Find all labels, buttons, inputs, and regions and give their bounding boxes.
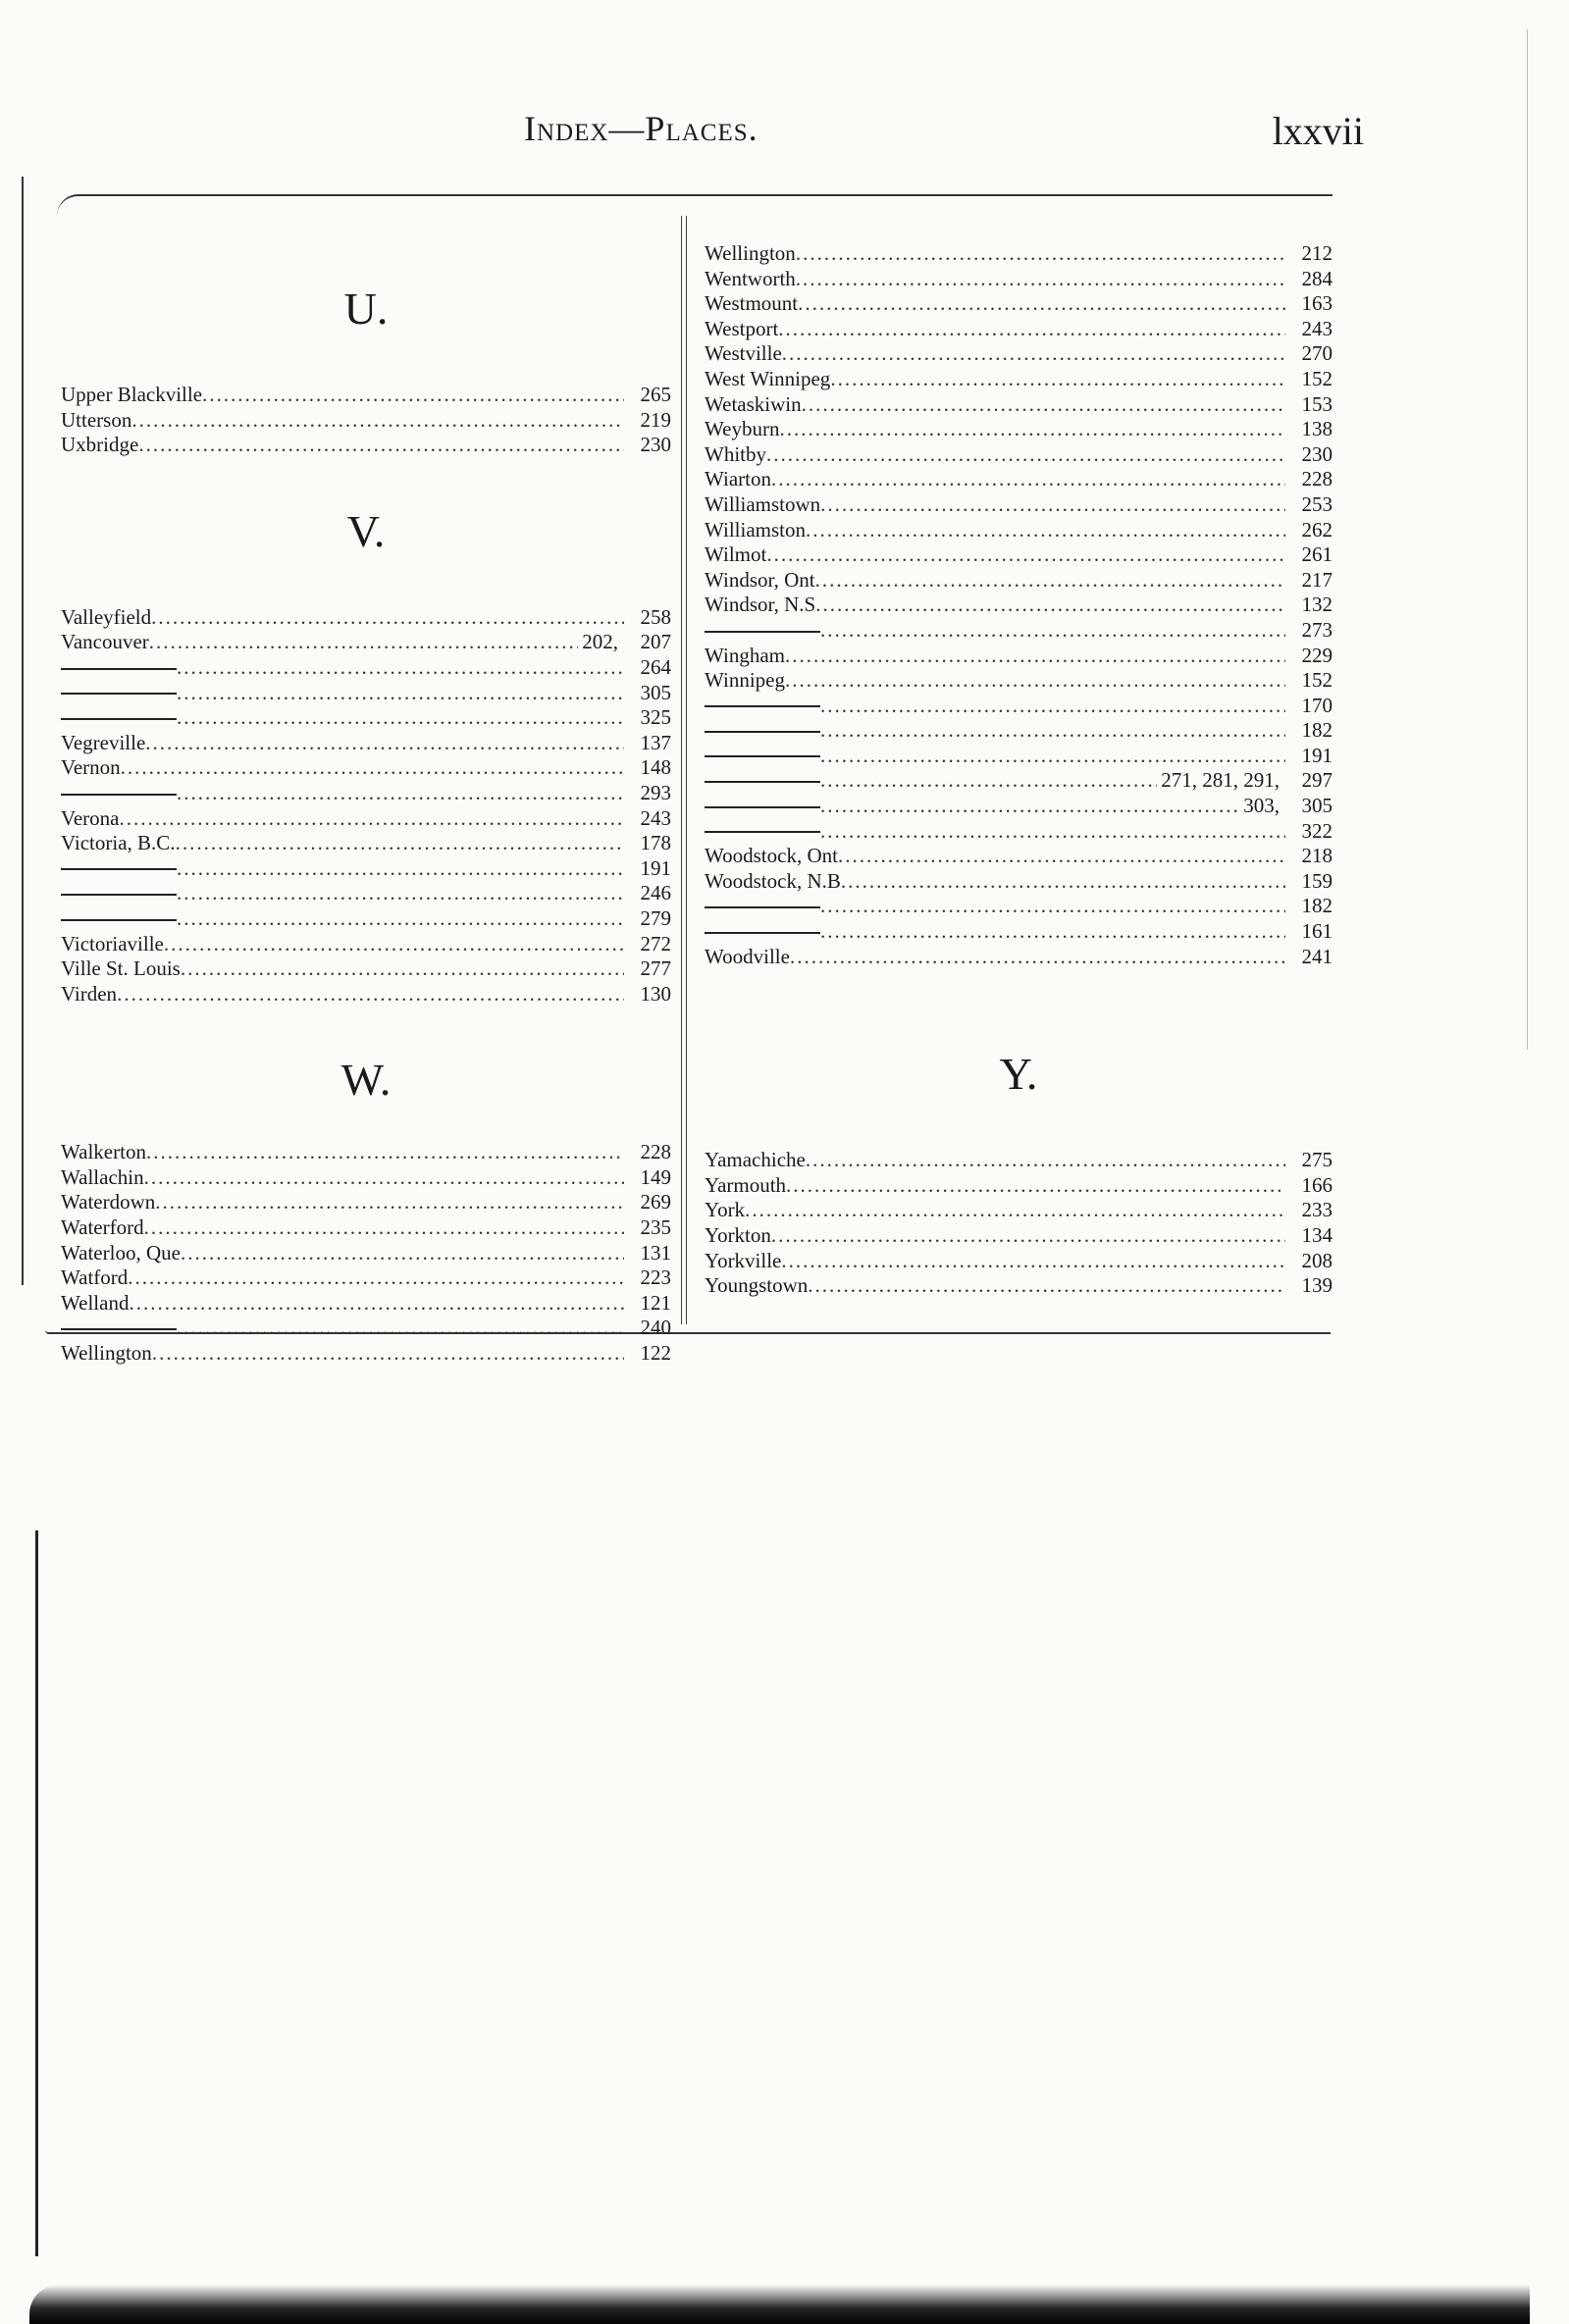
index-entry [705, 568, 1333, 594]
entry-page-number: 243 [640, 805, 671, 830]
entry-place-name: Youngstown [705, 1273, 809, 1298]
entry-page-number: 240 [640, 1316, 671, 1340]
dot-leader [144, 1165, 624, 1191]
ditto-dash [61, 718, 177, 720]
index-entry [61, 383, 671, 408]
entry-place-name: Woodville [705, 944, 790, 968]
index-entry [705, 744, 1333, 769]
entry-page-number: 163 [1301, 291, 1333, 316]
index-entry [61, 731, 671, 756]
scan-bottom-shadow [29, 2285, 1530, 2324]
ditto-dash [61, 919, 177, 921]
entry-place-name: Verona [61, 805, 120, 830]
section-v-entries [61, 605, 671, 1007]
index-entry [705, 1249, 1333, 1274]
dot-leader [155, 1190, 624, 1215]
ditto-dash [705, 781, 820, 783]
index-entry [705, 392, 1333, 418]
entry-place-name: Utterson [61, 407, 132, 432]
entry-place-name: York [705, 1198, 746, 1222]
section-letter-v: V. [346, 505, 386, 556]
dot-leader [838, 844, 1285, 869]
index-entry [705, 467, 1333, 492]
entry-page-number: 178 [640, 831, 671, 855]
index-entry [705, 718, 1333, 744]
dot-leader [128, 1265, 624, 1291]
dot-leader [830, 367, 1285, 392]
index-entry [705, 341, 1333, 367]
entry-page-number: 149 [640, 1164, 671, 1189]
entry-page-number: 297 [1301, 768, 1333, 793]
index-entry [61, 956, 671, 982]
ditto-dash [705, 806, 820, 808]
index-entry [705, 317, 1333, 342]
page-title: Index—Places. [524, 109, 758, 148]
entry-page-number: 305 [1301, 794, 1333, 818]
dot-leader [149, 630, 578, 655]
index-entry [705, 794, 1333, 819]
entry-place-name: Victoria, B.C. [61, 831, 176, 855]
entry-page-number: 293 [640, 780, 671, 804]
entry-place-name: Weyburn [705, 417, 780, 441]
entry-page-number: 228 [640, 1140, 671, 1164]
entry-place-name: Welland [61, 1290, 130, 1315]
dot-leader [781, 1249, 1285, 1274]
dot-leader [820, 618, 1285, 644]
entry-place-name: Waterford [61, 1215, 144, 1240]
entry-place-name: Yorkton [705, 1223, 771, 1247]
index-entry [705, 768, 1333, 794]
entry-page-number: 261 [1301, 542, 1333, 567]
dot-leader [771, 1223, 1285, 1249]
entry-page-number: 233 [1301, 1198, 1333, 1222]
entry-page-number: 161 [1301, 919, 1333, 944]
entry-page-number: 130 [640, 981, 671, 1006]
ditto-dash [61, 668, 177, 670]
index-entry [61, 856, 671, 882]
dot-leader [177, 781, 624, 806]
entry-place-name: Williamstown [705, 491, 821, 516]
entry-page-number: 159 [1301, 868, 1333, 893]
dot-leader [820, 894, 1285, 919]
entry-place-name: Wallachin [61, 1164, 144, 1189]
entry-page-number: 277 [640, 956, 671, 981]
index-entry [705, 417, 1333, 442]
top-border-rule [57, 194, 1333, 216]
ditto-dash [61, 693, 177, 695]
entry-place-name: Williamston [705, 517, 806, 542]
ditto-dash [61, 868, 177, 870]
index-entry [705, 1273, 1333, 1299]
entry-page-number: 230 [640, 433, 671, 457]
dot-leader [152, 1341, 624, 1367]
entry-place-name: Wellington [61, 1341, 152, 1366]
entry-page-number: 170 [1301, 693, 1333, 717]
index-entry [61, 982, 671, 1007]
column-divider [681, 216, 687, 1324]
dot-leader [806, 1148, 1285, 1173]
dot-leader [151, 605, 624, 631]
entry-page-number: 258 [640, 604, 671, 629]
dot-leader [785, 668, 1285, 694]
entry-page-number: 132 [1301, 593, 1333, 617]
index-entry [705, 542, 1333, 568]
index-entry [61, 906, 671, 932]
index-entry [61, 1316, 671, 1341]
index-entry [61, 655, 671, 681]
entry-place-name: Wiarton [705, 467, 771, 491]
dot-leader [808, 1273, 1285, 1299]
ditto-dash [705, 631, 820, 633]
entry-page-number: 191 [640, 855, 671, 880]
index-entry [61, 705, 671, 731]
dot-leader [121, 755, 624, 781]
dot-leader [820, 919, 1285, 945]
dot-leader [138, 433, 624, 458]
entry-page-number: 262 [1301, 517, 1333, 542]
index-entry [61, 605, 671, 631]
index-entry [61, 433, 671, 458]
dot-leader [820, 794, 1239, 819]
index-entry [61, 1190, 671, 1215]
index-entry [705, 869, 1333, 895]
dot-leader [766, 542, 1285, 568]
dot-leader [820, 744, 1285, 769]
entry-page-number: 182 [1301, 894, 1333, 918]
index-entry [705, 267, 1333, 292]
entry-page-number: 235 [640, 1215, 671, 1240]
dot-leader [176, 831, 624, 856]
entry-page-number: 284 [1301, 266, 1333, 290]
entry-page-number: 264 [640, 654, 671, 679]
entry-place-name: Victoriaville [61, 931, 164, 955]
entry-page-number: 246 [640, 881, 671, 905]
entry-page-number: 223 [640, 1265, 671, 1290]
index-entry [61, 881, 671, 906]
dot-leader [790, 945, 1285, 970]
dot-leader [145, 731, 624, 756]
dot-leader [202, 383, 624, 408]
dot-leader [177, 1316, 624, 1341]
entry-page-number: 269 [640, 1190, 671, 1214]
entry-extra-pages: 202, [582, 630, 618, 654]
index-entry [705, 518, 1333, 543]
entry-place-name: Westville [705, 341, 782, 366]
dot-leader [796, 241, 1285, 267]
left-index-column [61, 235, 671, 1367]
ditto-dash [705, 731, 820, 733]
entry-place-name: Waterdown [61, 1190, 156, 1214]
entry-page-number: 253 [1301, 491, 1333, 516]
entry-place-name: Vegreville [61, 730, 146, 754]
index-entry [61, 408, 671, 434]
dot-leader [766, 442, 1285, 468]
dot-leader [177, 705, 624, 731]
section-w-entries [61, 1140, 671, 1366]
dot-leader [164, 932, 624, 957]
entry-page-number: 229 [1301, 643, 1333, 667]
dot-leader [786, 1173, 1285, 1199]
index-entry [705, 919, 1333, 945]
entry-page-number: 138 [1301, 417, 1333, 441]
index-entry [61, 1140, 671, 1165]
entry-place-name: Walkerton [61, 1140, 146, 1164]
index-entry [705, 668, 1333, 694]
index-entry [705, 618, 1333, 644]
entry-page-number: 207 [640, 630, 671, 654]
entry-place-name: Woodstock, N.B [705, 868, 841, 893]
entry-page-number: 275 [1301, 1148, 1333, 1172]
dot-leader [815, 568, 1285, 594]
entry-place-name: Woodstock, Ont [705, 844, 838, 868]
ditto-dash [705, 906, 820, 908]
entry-page-number: 270 [1301, 341, 1333, 366]
dot-leader [131, 408, 624, 434]
dot-leader [782, 341, 1285, 367]
ditto-dash [705, 705, 820, 707]
index-entry [705, 694, 1333, 719]
index-entry [61, 1291, 671, 1317]
index-entry [61, 681, 671, 706]
ditto-dash [705, 932, 820, 934]
entry-place-name: Wellington [705, 241, 796, 265]
index-entry [61, 1241, 671, 1266]
dot-leader [778, 317, 1285, 342]
index-entry [705, 291, 1333, 317]
entry-page-number: 121 [640, 1290, 671, 1315]
section-y-entries [705, 1148, 1333, 1299]
index-entry [705, 894, 1333, 919]
index-entry [705, 367, 1333, 392]
entry-page-number: 230 [1301, 441, 1333, 466]
entry-page-number: 325 [640, 705, 671, 730]
entry-place-name: Uxbridge [61, 433, 139, 457]
index-entry [705, 1173, 1333, 1199]
entry-place-name: Winnipeg [705, 668, 785, 693]
dot-leader [820, 492, 1285, 518]
entry-place-name: Windsor, Ont [705, 567, 815, 592]
section-letter-u: U. [343, 284, 389, 334]
entry-page-number: 219 [640, 407, 671, 432]
dot-leader [771, 467, 1285, 492]
entry-page-number: 131 [640, 1240, 671, 1265]
entry-place-name: Wetaskiwin [705, 391, 802, 416]
dot-leader [798, 291, 1285, 317]
entry-place-name: Vernon [61, 755, 121, 780]
section-u-entries [61, 383, 671, 458]
entry-page-number: 243 [1301, 316, 1333, 340]
ditto-dash [61, 794, 177, 796]
entry-page-number: 228 [1301, 467, 1333, 491]
index-entry [61, 755, 671, 781]
entry-page-number: 305 [640, 680, 671, 704]
dot-leader [745, 1198, 1285, 1223]
dot-leader [820, 694, 1285, 719]
entry-place-name: Yamachiche [705, 1148, 806, 1172]
entry-place-name: Westport [705, 316, 779, 340]
dot-leader [815, 593, 1285, 618]
dot-leader [181, 1241, 624, 1266]
entry-place-name: Waterloo, Que [61, 1240, 181, 1265]
entry-place-name: Ville St. Louis [61, 956, 181, 981]
index-entry [61, 630, 671, 655]
index-entry [705, 1198, 1333, 1223]
index-entry [61, 806, 671, 832]
section-w-continued-entries [705, 241, 1333, 969]
index-entry [705, 1223, 1333, 1249]
entry-page-number: 153 [1301, 391, 1333, 416]
entry-extra-pages: 271, 281, 291, [1161, 768, 1280, 793]
index-entry [705, 241, 1333, 267]
right-page-edge [1527, 29, 1528, 1050]
index-entry [61, 1215, 671, 1241]
entry-place-name: Watford [61, 1265, 129, 1290]
entry-page-number: 122 [640, 1341, 671, 1366]
entry-page-number: 272 [640, 931, 671, 955]
entry-place-name: Wilmot [705, 542, 767, 567]
entry-page-number: 241 [1301, 944, 1333, 968]
ditto-dash [61, 894, 177, 896]
dot-leader [802, 392, 1285, 418]
entry-place-name: Yorkville [705, 1248, 782, 1272]
dot-leader [177, 856, 624, 882]
section-letter-y: Y. [999, 1049, 1038, 1100]
entry-page-number: 212 [1301, 241, 1333, 265]
index-entry [705, 1148, 1333, 1173]
dot-leader [841, 869, 1285, 895]
entry-place-name: Valleyfield [61, 604, 152, 629]
section-letter-w: W. [340, 1055, 392, 1106]
dot-leader [146, 1140, 624, 1165]
dot-leader [177, 906, 624, 932]
dot-leader [177, 681, 624, 706]
entry-page-number: 182 [1301, 718, 1333, 743]
entry-page-number: 273 [1301, 617, 1333, 642]
entry-page-number: 152 [1301, 366, 1333, 390]
entry-place-name: Virden [61, 981, 118, 1006]
dot-leader [820, 718, 1285, 744]
index-entry [61, 831, 671, 856]
entry-extra-pages: 303, [1243, 794, 1280, 818]
entry-page-number: 166 [1301, 1172, 1333, 1197]
entry-place-name: Vancouver [61, 630, 149, 654]
index-entry [61, 932, 671, 957]
entry-place-name: West Winnipeg [705, 366, 831, 390]
right-index-column [705, 241, 1333, 1299]
dot-leader [119, 806, 624, 832]
ditto-dash [61, 1328, 177, 1330]
entry-page-number: 218 [1301, 844, 1333, 868]
dot-leader [785, 644, 1285, 669]
dot-leader [177, 655, 624, 681]
entry-page-number: 265 [640, 383, 671, 406]
dot-leader [177, 881, 624, 906]
entry-place-name: Westmount [705, 291, 799, 316]
index-entry [705, 644, 1333, 669]
index-entry [705, 593, 1333, 618]
dot-leader [779, 417, 1285, 442]
index-entry [705, 844, 1333, 869]
index-entry [705, 442, 1333, 468]
ditto-dash [705, 755, 820, 757]
index-entry [61, 1265, 671, 1291]
index-entry [61, 781, 671, 806]
dot-leader [144, 1215, 624, 1241]
entry-page-number: 279 [640, 905, 671, 930]
entry-place-name: Wentworth [705, 266, 796, 290]
entry-page-number: 208 [1301, 1248, 1333, 1272]
entry-page-number: 322 [1301, 818, 1333, 843]
dot-leader [820, 768, 1157, 794]
entry-place-name: Whitby [705, 441, 766, 466]
index-entry [61, 1165, 671, 1191]
entry-page-number: 148 [640, 755, 671, 780]
index-entry [705, 945, 1333, 970]
ditto-dash [705, 831, 820, 833]
entry-place-name: Upper Blackville [61, 383, 203, 406]
dot-leader [820, 819, 1285, 845]
entry-place-name: Wingham [705, 643, 785, 667]
dot-leader [796, 267, 1285, 292]
dot-leader [129, 1291, 624, 1317]
page-number: lxxvii [1272, 109, 1364, 153]
dot-leader [117, 982, 624, 1007]
entry-page-number: 139 [1301, 1273, 1333, 1298]
entry-place-name: Yarmouth [705, 1172, 787, 1197]
entry-page-number: 137 [640, 730, 671, 754]
entry-place-name: Windsor, N.S [705, 593, 816, 617]
index-entry [705, 492, 1333, 518]
page-binding-edge [35, 1530, 46, 2256]
dot-leader [806, 518, 1285, 543]
entry-page-number: 152 [1301, 668, 1333, 693]
entry-page-number: 191 [1301, 743, 1333, 767]
index-entry [705, 819, 1333, 845]
entry-page-number: 217 [1301, 567, 1333, 592]
index-entry [61, 1341, 671, 1367]
entry-page-number: 134 [1301, 1223, 1333, 1247]
adjacent-page-edge [0, 177, 24, 1285]
dot-leader [181, 956, 624, 982]
